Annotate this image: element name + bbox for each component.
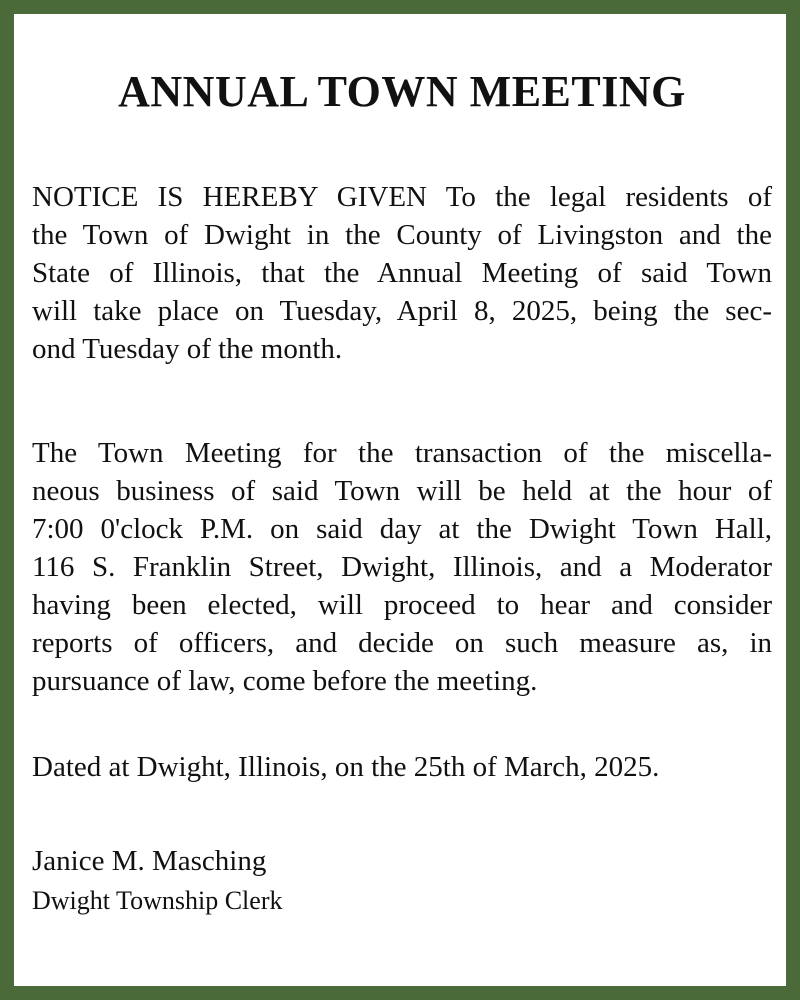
signature-title: Dwight Township Clerk <box>32 886 283 915</box>
paragraph-line: reports of officers, and decide on such measure as, in <box>32 627 772 659</box>
signature-name: Janice M. Masching <box>32 845 267 877</box>
paragraph-line: the Town of Dwight in the County of Livingston and the <box>32 219 772 251</box>
paragraph-line: pursuance of law, come before the meeting. <box>32 665 538 697</box>
dated-line: Dated at Dwight, Illinois, on the 25th of March, 2025. <box>32 751 660 783</box>
paragraph-line: 7:00 0'clock P.M. on said day at the Dwight Town Hall, <box>32 513 772 545</box>
notice-title: ANNUAL TOWN MEETING <box>118 67 686 116</box>
paragraph-line: ond Tuesday of the month. <box>32 333 343 365</box>
notice-paragraph <box>32 178 772 368</box>
paragraph-line: neous business of said Town will be held at the hour of <box>32 475 772 507</box>
meeting-details-paragraph <box>32 434 772 700</box>
paragraph-line: The Town Meeting for the transaction of the miscella- <box>32 437 772 469</box>
paragraph-line: will take place on Tuesday, April 8, 2025, being the sec- <box>32 295 772 327</box>
paragraph-line: NOTICE IS HEREBY GIVEN To the legal residents of <box>32 181 772 213</box>
paragraph-line: 116 S. Franklin Street, Dwight, Illinois, and a Moderator <box>32 551 772 583</box>
paragraph-line: State of Illinois, that the Annual Meeting of said Town <box>32 257 772 289</box>
paragraph-line: having been elected, will proceed to hear and consider <box>32 589 772 621</box>
